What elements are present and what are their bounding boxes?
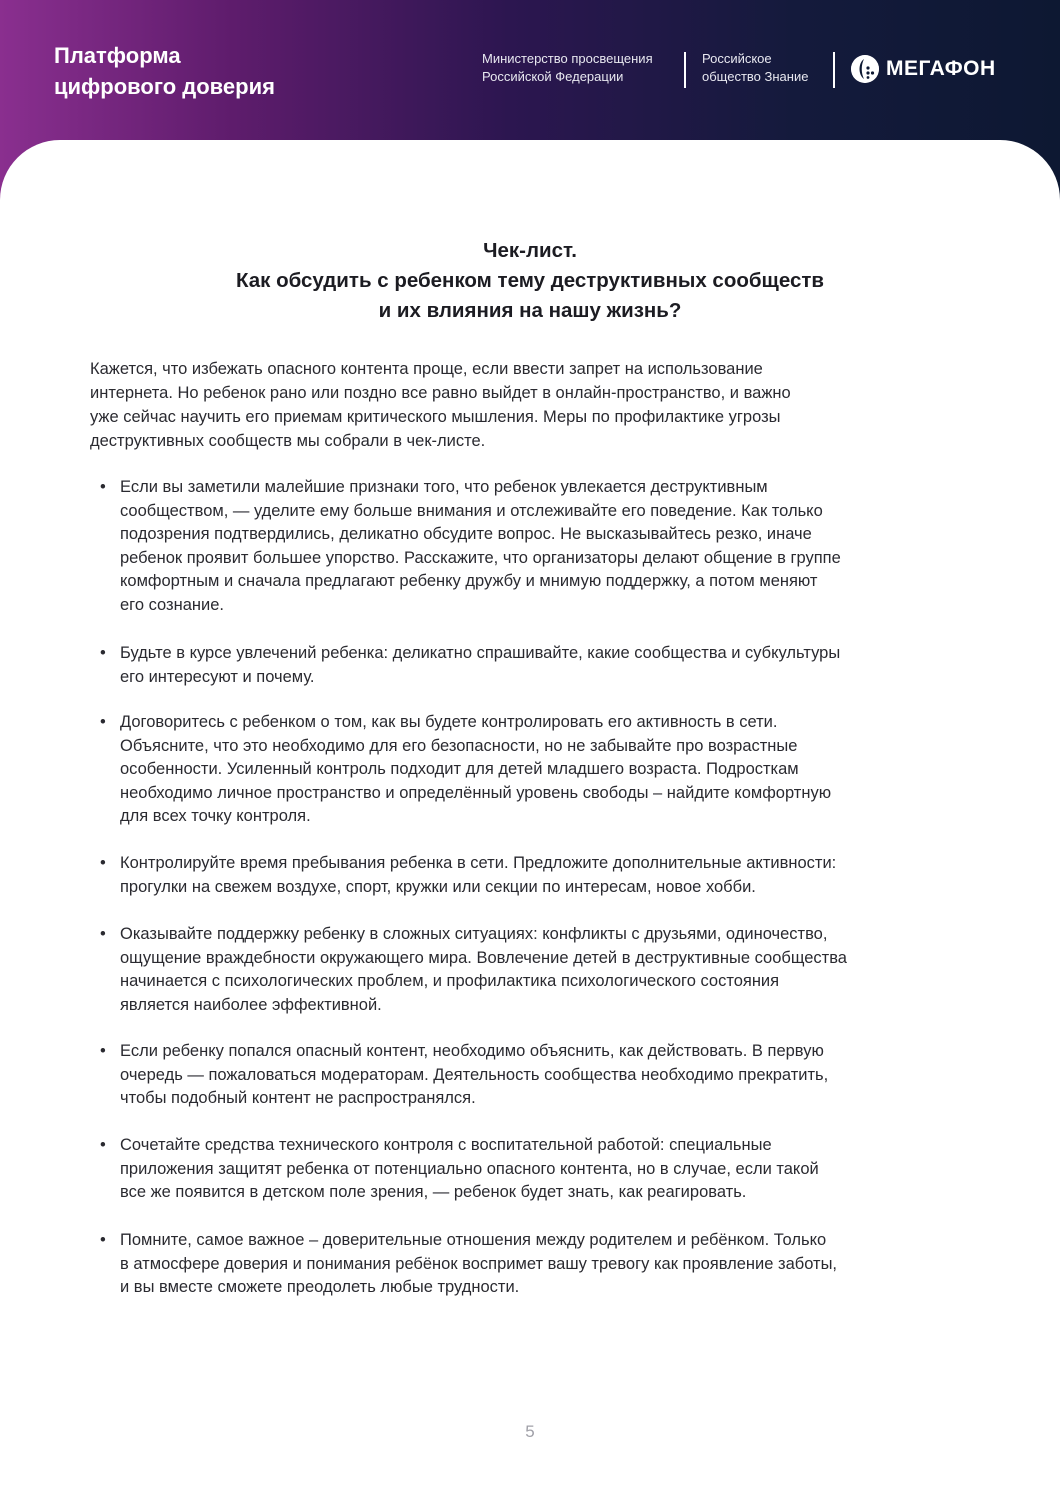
checklist-item	[100, 1229, 980, 1300]
item-line: его интересуют и почему.	[120, 667, 315, 686]
item-line: ощущение враждебности окружающего мира. Вовлечение детей в деструктивные сообщества	[120, 948, 847, 967]
checklist-item	[100, 852, 980, 899]
society-label	[702, 50, 808, 86]
checklist-item-text	[120, 923, 980, 1017]
item-line: ребенок проявит большее упорство. Расскажите, что организаторы делают общение в группе	[120, 548, 841, 567]
bullet-icon: •	[100, 713, 106, 731]
item-line: Объясните, что это необходимо для его безопасности, но не забывайте про возрастные	[120, 736, 798, 755]
item-line: приложения защитят ребенка от потенциально опасного контента, но в случае, если такой	[120, 1159, 819, 1178]
megafon-logo-icon	[851, 55, 879, 83]
item-line: необходимо личное пространство и определённый уровень свободы – найдите комфортную	[120, 783, 832, 802]
title-line-2: Как обсудить с ребенком тему деструктивных сообществ	[235, 269, 825, 292]
item-line: Договоритесь с ребенком о том, как вы будете контролировать его активность в сети.	[120, 713, 778, 731]
checklist-item-text	[120, 1229, 980, 1300]
item-line: является наиболее эффективной.	[120, 995, 382, 1014]
intro-line: уже сейчас научить его приемам критического мышления. Меры по профилактике угрозы	[90, 408, 781, 426]
item-line: Будьте в курсе увлечений ребенка: деликатно спрашивайте, какие сообщества и субкультуры	[120, 644, 841, 662]
item-line: Оказывайте поддержку ребенку в сложных ситуациях: конфликты с друзьями, одиночество,	[120, 925, 828, 943]
item-line: Если ребенку попался опасный контент, необходимо объяснить, как действовать. В первую	[120, 1042, 824, 1060]
checklist-item-text	[120, 852, 980, 899]
item-line: очередь — пожаловаться модераторам. Деятельность сообщества необходимо прекратить,	[120, 1065, 829, 1084]
header-divider	[833, 52, 835, 88]
megafon-logo	[851, 55, 996, 83]
item-line: прогулки на свежем воздухе, спорт, кружки или секции по интересам, новое хобби.	[120, 877, 756, 896]
brand-line-2: цифрового доверия	[54, 74, 275, 99]
checklist-item-text	[120, 476, 980, 618]
item-line: подозрения подтвердились, деликатно обсудите вопрос. Не высказывайтесь резко, иначе	[120, 525, 812, 544]
item-line: в атмосфере доверия и понимания ребёнок воспримет вашу тревогу как проявление заботы,	[120, 1254, 838, 1273]
bullet-icon: •	[100, 925, 106, 943]
item-line: Контролируйте время пребывания ребенка в сети. Предложите дополнительные активности:	[120, 854, 837, 872]
page-title	[0, 236, 1060, 326]
item-line: все же появится в детском поле зрения, — ребенок будет знать, как реагировать.	[120, 1183, 747, 1202]
item-line: его сознание.	[120, 595, 224, 614]
checklist-item	[100, 923, 980, 1017]
item-line: Если вы заметили малейшие признаки того, что ребенок увлекается деструктивным	[120, 478, 768, 496]
title-line-1: Чек-лист.	[483, 239, 577, 262]
society-line-2: общество Знание	[702, 69, 809, 84]
checklist-item-text	[120, 711, 980, 829]
intro-line: деструктивных сообществ мы собрали в чек-листе.	[90, 432, 486, 450]
checklist-item	[100, 711, 980, 829]
megafon-logo-text: МЕГАФОН	[886, 57, 996, 80]
ministry-line-1: Министерство просвещения	[482, 51, 653, 66]
ministry-label	[482, 50, 653, 86]
bullet-icon: •	[100, 854, 106, 872]
bullet-icon: •	[100, 1231, 106, 1249]
page-number: 5	[525, 1422, 535, 1441]
item-line: и вы вместе сможете преодолеть любые трудности.	[120, 1278, 520, 1297]
item-line: Сочетайте средства технического контроля с воспитательной работой: специальные	[120, 1136, 772, 1154]
checklist-item	[100, 1134, 980, 1205]
bullet-icon: •	[100, 478, 106, 496]
item-line: начинается с психологических проблем, и профилактика психологического состояния	[120, 972, 780, 991]
platform-brand	[54, 40, 275, 102]
checklist-item-text	[120, 642, 980, 689]
title-line-3: и их влияния на нашу жизнь?	[378, 299, 682, 322]
bullet-icon: •	[100, 644, 106, 662]
checklist-item	[100, 1040, 980, 1111]
bullet-icon: •	[100, 1136, 106, 1154]
header-divider	[684, 52, 686, 88]
ministry-line-2: Российской Федерации	[482, 69, 624, 84]
society-line-1: Российское	[702, 51, 772, 66]
intro-paragraph	[90, 357, 970, 453]
item-line: комфортным и сначала предлагают ребенку дружбу и мнимую поддержку, а потом меняют	[120, 572, 818, 591]
item-line: чтобы подобный контент не распространялся.	[120, 1089, 476, 1108]
checklist-item-text	[120, 1040, 980, 1111]
intro-line: Кажется, что избежать опасного контента проще, если ввести запрет на использование	[90, 360, 763, 378]
checklist-item	[100, 642, 980, 689]
item-line: Помните, самое важное – доверительные отношения между родителем и ребёнком. Только	[120, 1231, 827, 1249]
intro-line: интернета. Но ребенок рано или поздно все равно выйдет в онлайн-пространство, и важно	[90, 384, 791, 402]
brand-line-1: Платформа	[54, 43, 181, 68]
bullet-icon: •	[100, 1042, 106, 1060]
item-line: особенности. Усиленный контроль подходит для детей младшего возраста. Подросткам	[120, 760, 799, 779]
item-line: для всех точку контроля.	[120, 807, 311, 826]
item-line: сообществом, — уделите ему больше внимания и отслеживайте его поведение. Как только	[120, 501, 823, 520]
checklist-item-text	[120, 1134, 980, 1205]
checklist-item	[100, 476, 980, 618]
